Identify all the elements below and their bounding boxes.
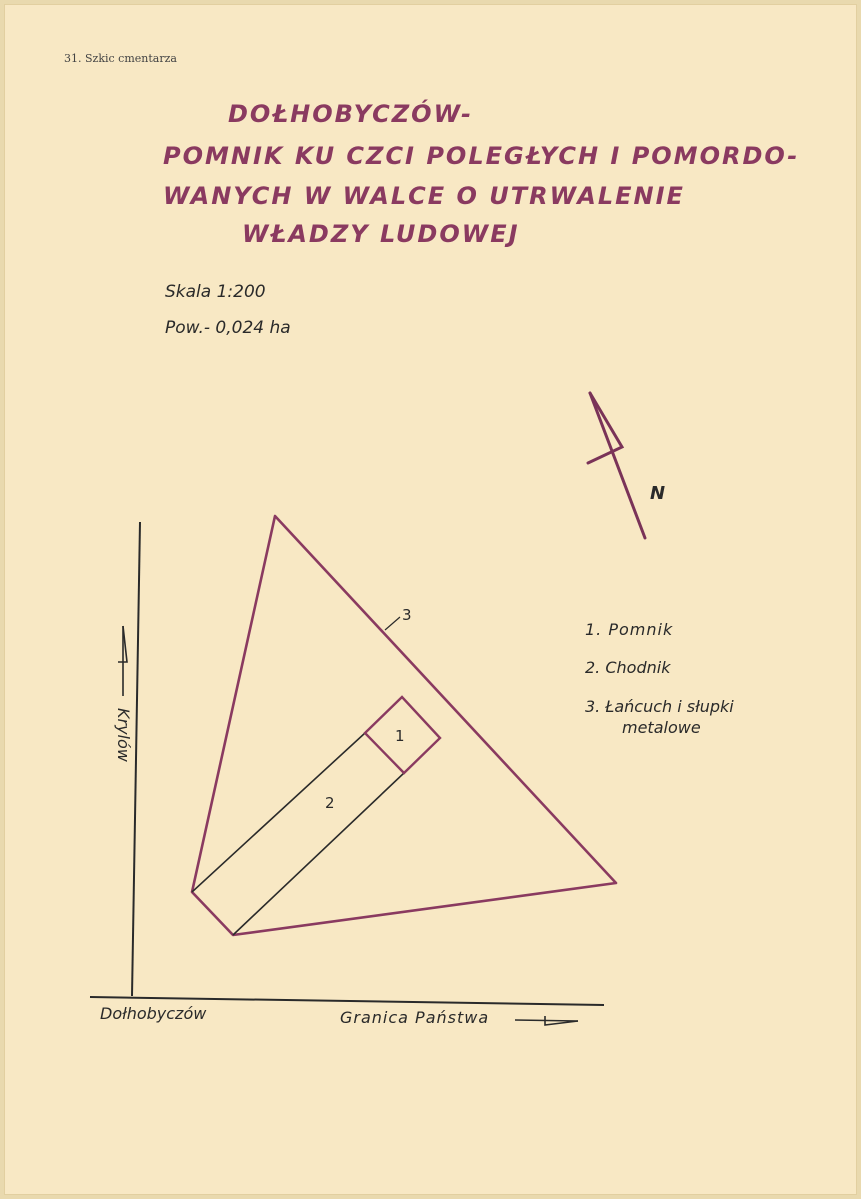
north-label: N (650, 483, 666, 504)
title-line-4: WŁADZY LUDOWEJ (242, 220, 520, 248)
title-line-3: WANYCH W WALCE O UTRWALENIE (163, 182, 685, 210)
page-header-label: 31. Szkic cmentarza (64, 52, 177, 65)
road-label-border: Granica Państwa (340, 1008, 490, 1027)
scale-text: Skala 1:200 (165, 282, 266, 302)
legend-item-monument: 1. Pomnik (585, 620, 674, 639)
path-number-label: 2 (325, 794, 335, 812)
legend-item-chain-cont: metalowe (622, 718, 701, 737)
area-text: Pow.- 0,024 ha (165, 318, 291, 338)
chain-boundary-outline (192, 516, 616, 935)
legend-item-path: 2. Chodnik (585, 658, 671, 677)
chain-leader-line (385, 617, 400, 630)
title-line-1: DOŁHOBYCZÓW- (228, 100, 473, 128)
border-direction-arrow-icon (515, 1016, 578, 1025)
title-line-2: POMNIK KU CZCI POLEGŁYCH I POMORDO- (163, 142, 800, 170)
monument-number-label: 1 (395, 727, 405, 745)
krylow-direction-arrow-icon (118, 626, 127, 696)
legend-item-chain: 3. Łańcuch i słupki (585, 697, 734, 716)
chain-number-label: 3 (402, 606, 412, 624)
road-label-krylow: Krylów (114, 708, 133, 762)
path-chodnik-outline (192, 733, 404, 935)
road-label-dolhobyczow: Dołhobyczów (100, 1004, 207, 1023)
north-arrow-icon (588, 393, 645, 538)
